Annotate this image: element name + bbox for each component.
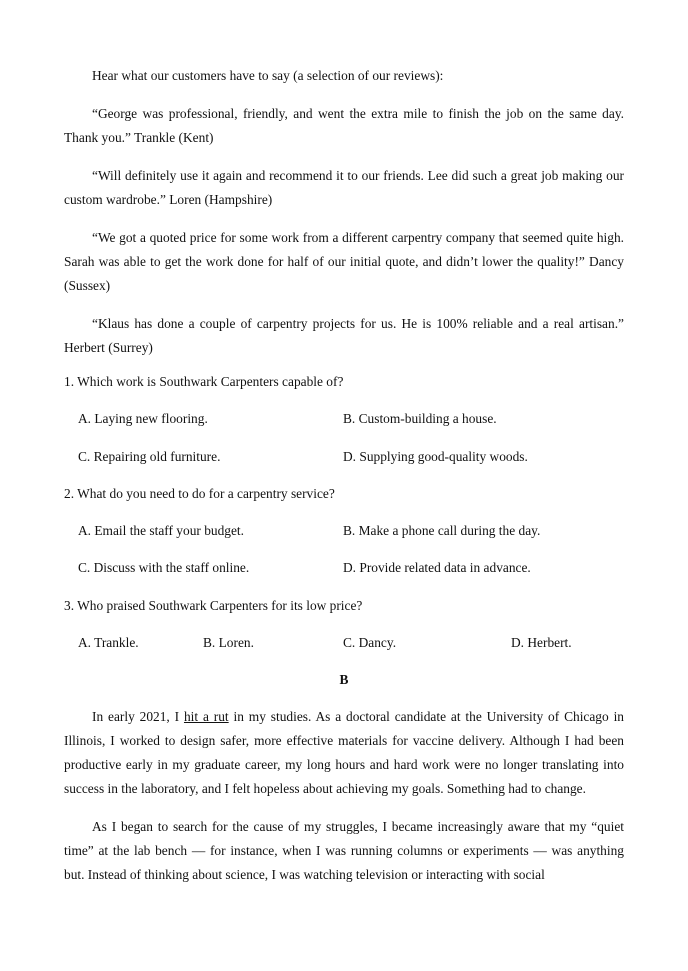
passage-paragraph-1 — [64, 705, 624, 801]
question-3: 3. Who praised Southwark Carpenters for its low price? — [64, 598, 363, 613]
review-dancy: “We got a quoted price for some work from a different carpentry company that seemed quite high. Sarah was able to get the work done for half of our initial quote, and didn’t lower the quality!” Dancy (Sussex) — [64, 230, 624, 293]
q1-option-c[interactable]: C. Repairing old furniture. — [78, 449, 221, 464]
question-2: 2. What do you need to do for a carpentry service? — [64, 486, 335, 501]
review-trankle: “George was professional, friendly, and went the extra mile to finish the job on the same day. Thank you.” Trankle (Kent) — [64, 106, 624, 145]
q2-option-d[interactable]: D. Provide related data in advance. — [343, 560, 531, 575]
q1-option-b[interactable]: B. Custom-building a house. — [343, 411, 497, 426]
review-loren: “Will definitely use it again and recommend it to our friends. Lee did such a great job making our custom wardrobe.” Loren (Hampshire) — [64, 168, 624, 207]
q1-option-a[interactable]: A. Laying new flooring. — [78, 411, 208, 426]
section-b-passage — [64, 705, 624, 901]
question-1: 1. Which work is Southwark Carpenters capable of? — [64, 374, 344, 389]
intro-line: Hear what our customers have to say (a selection of our reviews): — [92, 68, 444, 83]
section-b-heading: B — [339, 672, 349, 687]
underlined-phrase: hit a rut — [183, 709, 229, 724]
q3-option-d[interactable]: D. Herbert. — [511, 635, 572, 650]
q3-option-a[interactable]: A. Trankle. — [78, 635, 139, 650]
q3-option-b[interactable]: B. Loren. — [203, 635, 254, 650]
q2-option-a[interactable]: A. Email the staff your budget. — [78, 523, 244, 538]
review-herbert: “Klaus has done a couple of carpentry projects for us. He is 100% reliable and a real artisan.” Herbert (Surrey) — [64, 316, 624, 355]
q2-option-b[interactable]: B. Make a phone call during the day. — [343, 523, 541, 538]
p1-rest: in my studies. As a doctoral candidate at the University of Chicago in Illinois, I worked to design safer, more effective materials for vaccine delivery. Although I had been productive early in my graduate career, my long hours and hard work were no longer translating into success in the laboratory, and I felt hopeless about achieving my goals. Something had to change. — [64, 709, 624, 796]
q3-option-c[interactable]: C. Dancy. — [343, 635, 397, 650]
q2-option-c[interactable]: C. Discuss with the staff online. — [78, 560, 250, 575]
p1-start: In early 2021, I — [92, 709, 184, 724]
passage-paragraph-2: As I began to search for the cause of my struggles, I became increasingly aware that my “quiet time” at the lab bench — for instance, when I was running columns or experiments — was anything but. Instead of thinking about science, I was watching television or interacting with social — [64, 819, 624, 882]
q1-option-d[interactable]: D. Supplying good-quality woods. — [343, 449, 528, 464]
reviews-section — [64, 64, 624, 374]
